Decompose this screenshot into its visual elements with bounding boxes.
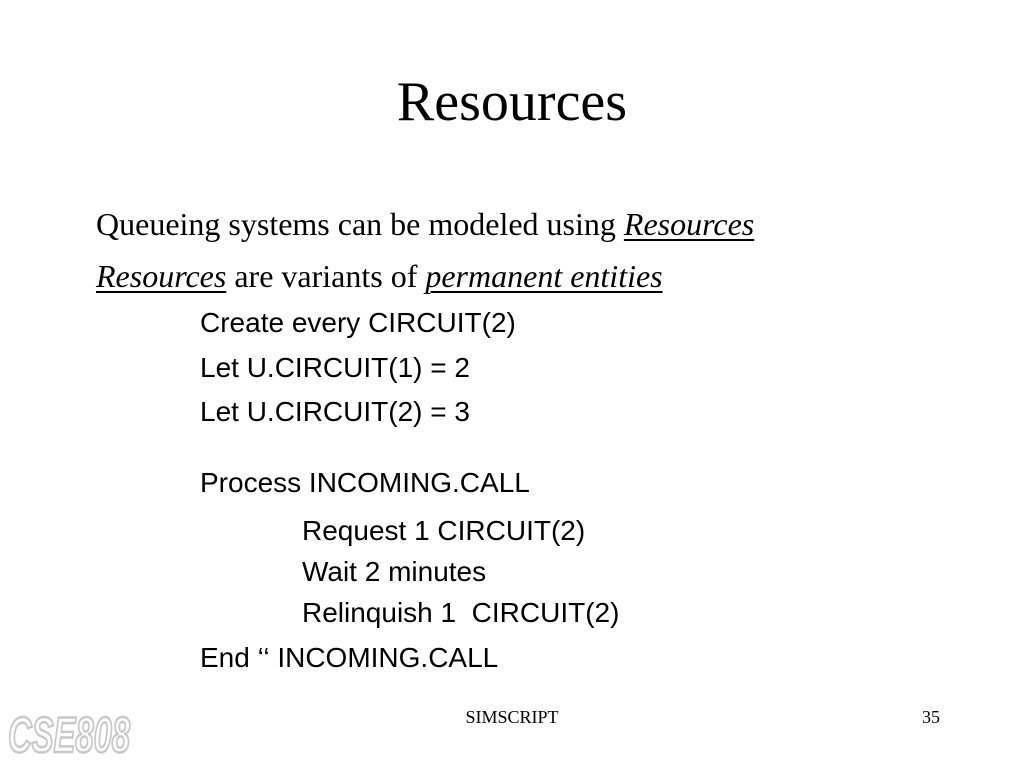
page-number: 35 (922, 707, 940, 727)
code-line: Wait 2 minutes (302, 556, 487, 587)
bullet-line-1 (96, 204, 754, 244)
code-line: Let U.CIRCUIT(2) = 3 (200, 396, 470, 427)
code-line: Create every CIRCUIT(2) (200, 307, 516, 338)
bullet-line-2-emphasis: Resources (96, 258, 227, 294)
footer-title: SIMSCRIPT (465, 707, 559, 727)
code-line: Request 1 CIRCUIT(2) (302, 515, 586, 546)
bullet-line-1-text: Queueing systems can be modeled using (96, 206, 624, 242)
bullet-line-2-text: are variants of (226, 258, 426, 294)
bullet-line-2 (96, 256, 663, 296)
code-line: Process INCOMING.CALL (200, 467, 530, 498)
slide-title: Resources (396, 71, 628, 133)
cse808-logo-text: CSE808 (8, 707, 131, 763)
bullet-line-2-emphasis-2: permanent entities (425, 258, 663, 294)
code-line: End ‘‘ INCOMING.CALL (200, 642, 499, 673)
bullet-line-1-emphasis: Resources (623, 206, 755, 242)
code-line: Relinquish 1 CIRCUIT(2) (302, 597, 620, 628)
code-line: Let U.CIRCUIT(1) = 2 (200, 352, 470, 383)
